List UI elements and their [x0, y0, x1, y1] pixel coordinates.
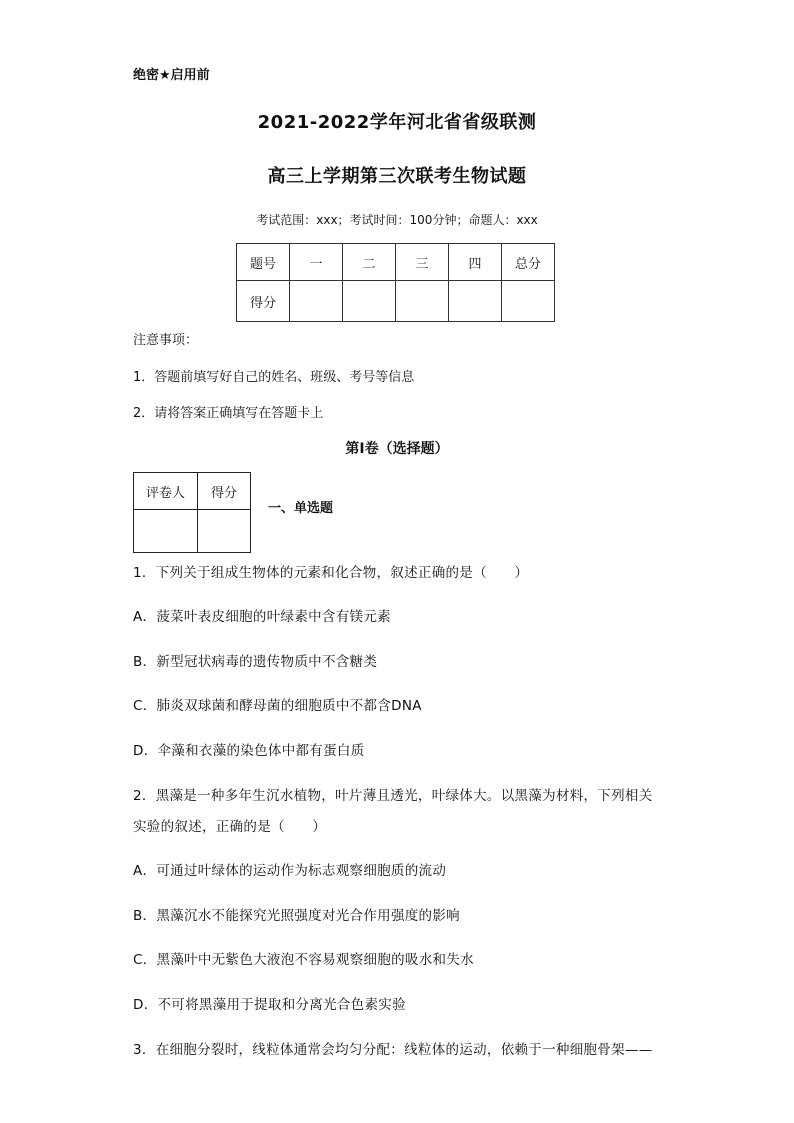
exam-title-line1: 2021-2022学年河北省省级联测 — [257, 112, 537, 133]
grader-blank-cell[interactable] — [198, 510, 251, 553]
notes-heading: 注意事项： — [133, 333, 199, 348]
grader-blank-cell[interactable] — [134, 510, 198, 553]
exam-info: 考试范围：xxx；考试时间：100分钟；命题人：xxx — [256, 213, 538, 227]
question-option: C．黑藻叶中无紫色大液泡不容易观察细胞的吸水和失水 — [133, 952, 474, 968]
score-blank-cell[interactable] — [396, 281, 449, 322]
note-item: 2．请将答案正确填写在答题卡上 — [133, 406, 324, 421]
part-title: 一、单选题 — [268, 501, 334, 516]
score-blank-cell[interactable] — [449, 281, 502, 322]
score-table-cell: 得分 — [237, 281, 290, 322]
score-table-cell: 题号 — [237, 244, 290, 281]
grader-score-label: 得分 — [198, 473, 251, 510]
question-option: D．伞藻和衣藻的染色体中都有蛋白质 — [133, 743, 365, 759]
score-blank-cell[interactable] — [343, 281, 396, 322]
score-table-cell: 四 — [449, 244, 502, 281]
section-title: 第I卷（选择题） — [345, 441, 449, 457]
question-stem: 2．黑藻是一种多年生沉水植物，叶片薄且透光，叶绿体大。以黑藻为材料，下列相关 — [133, 788, 653, 804]
secret-label: 绝密★启用前 — [133, 68, 210, 83]
question-option: B．黑藻沉水不能探究光照强度对光合作用强度的影响 — [133, 908, 460, 924]
question-option: D．不可将黑藻用于提取和分离光合色素实验 — [133, 997, 406, 1013]
question-option: B．新型冠状病毒的遗传物质中不含糖类 — [133, 654, 378, 670]
question-option: A．可通过叶绿体的运动作为标志观察细胞质的流动 — [133, 863, 447, 879]
grader-label: 评卷人 — [134, 473, 198, 510]
score-blank-cell[interactable] — [290, 281, 343, 322]
note-item: 1．答题前填写好自己的姓名、班级、考号等信息 — [133, 370, 415, 385]
score-table-score-row — [237, 281, 555, 322]
exam-title-line2: 高三上学期第三次联考生物试题 — [267, 166, 527, 187]
question-stem: 3．在细胞分裂时，线粒体通常会均匀分配：线粒体的运动，依赖于一种细胞骨架—— — [133, 1042, 653, 1058]
question-stem: 1．下列关于组成生物体的元素和化合物，叙述正确的是（ ） — [133, 565, 529, 581]
score-table-cell: 三 — [396, 244, 449, 281]
score-table-cell: 总分 — [502, 244, 555, 281]
score-table — [236, 243, 555, 322]
score-blank-cell[interactable] — [502, 281, 555, 322]
grader-table — [133, 472, 251, 553]
score-table-cell: 一 — [290, 244, 343, 281]
question-option: C．肺炎双球菌和酵母菌的细胞质中不都含DNA — [133, 698, 422, 714]
question-option: A．菠菜叶表皮细胞的叶绿素中含有镁元素 — [133, 609, 391, 625]
score-table-cell: 二 — [343, 244, 396, 281]
score-table-header-row — [237, 244, 555, 281]
question-stem: 实验的叙述，正确的是（ ） — [133, 819, 327, 835]
